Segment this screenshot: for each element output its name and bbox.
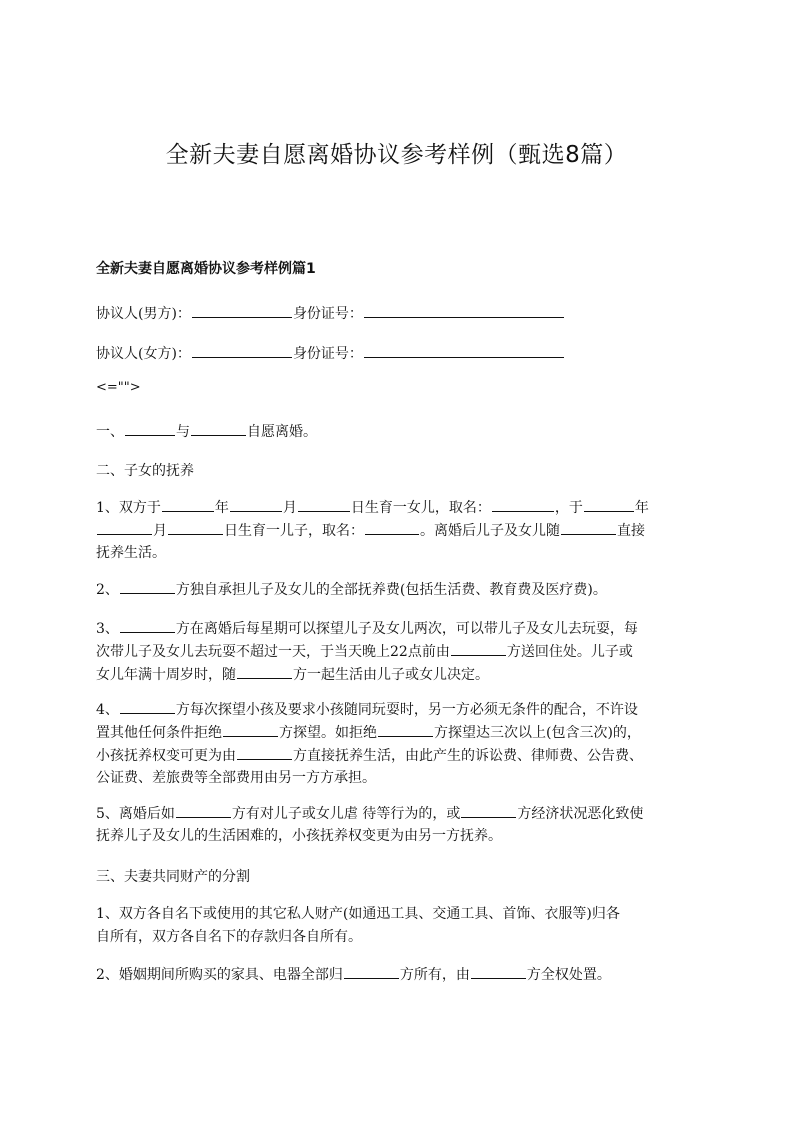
document-title: 全新夫妻自愿离婚协议参考样例（甄选8篇） <box>165 142 628 168</box>
clause-text: 。离婚后儿子及女儿随 <box>420 523 560 539</box>
fill-blank <box>298 496 350 512</box>
clause-text: ，于 <box>554 500 583 516</box>
clause-2-4-line-4: 公证费、差旅费等全部费用由另一方方承担。 <box>96 770 376 786</box>
clause-2-5-line-1 <box>96 802 706 826</box>
clause-text: 月 <box>282 500 297 516</box>
fill-blank <box>492 496 554 512</box>
clause-text: 与 <box>176 424 190 440</box>
clause-text: 方一起生活由儿子或女儿决定。 <box>293 667 489 683</box>
clause-3-1-line-1: 1、双方各自名下或使用的其它私人财产(如通迅工具、交通工具、首饰、衣服等)归各 <box>96 906 620 922</box>
clause-text: 4、 <box>96 702 119 718</box>
clause-text: 方独自承担儿子及女儿的全部抚养费(包括生活费、教育费及医疗费)。 <box>175 582 607 598</box>
party-male-label: 协议人(男方)： <box>96 306 191 322</box>
fill-blank <box>223 721 278 737</box>
clause-text: 一、 <box>96 424 124 440</box>
clause-text: 年 <box>214 500 229 516</box>
clause-text: 小孩抚养权变可更为由 <box>96 748 236 764</box>
fill-blank <box>176 802 231 818</box>
fill-blank <box>97 519 152 535</box>
name-blank <box>192 342 292 358</box>
clause-text: 1、双方于 <box>96 500 161 516</box>
heading-property: 三、夫妻共同财产的分割 <box>96 869 250 885</box>
clause-2-4-line-3 <box>96 744 706 768</box>
clause-2-1-line-1 <box>96 496 706 520</box>
fill-blank <box>471 963 526 979</box>
clause-3-2 <box>96 963 706 987</box>
fill-blank <box>168 519 223 535</box>
clause-2-3-line-1 <box>96 617 706 641</box>
party-male-line <box>96 302 706 326</box>
fill-blank <box>120 617 175 633</box>
fill-blank <box>230 496 282 512</box>
clause-text: 方全权处置。 <box>526 967 611 983</box>
clause-text: 方所有，由 <box>399 967 470 983</box>
clause-2-1-line-3: 抚养生活。 <box>96 545 166 561</box>
fill-blank <box>237 744 292 760</box>
id-blank <box>364 342 564 358</box>
party-female-label: 协议人(女方)： <box>96 346 191 362</box>
clause-text: 直接 <box>617 523 645 539</box>
clause-text: 置其他任何条件拒绝 <box>96 725 222 741</box>
fill-blank <box>365 519 419 535</box>
fill-blank <box>162 496 214 512</box>
clause-2-3-line-3 <box>96 663 706 687</box>
fill-blank <box>237 663 292 679</box>
marker-text: <=""> <box>96 380 141 395</box>
clause-3-1-line-2: 自所有，双方各自名下的存款归各自所有。 <box>96 929 362 945</box>
clause-2-2 <box>96 578 706 602</box>
heading-children: 二、子女的抚养 <box>96 463 194 479</box>
clause-text: 方经济状况恶化致使 <box>517 806 644 822</box>
fill-blank <box>378 721 433 737</box>
name-blank <box>192 302 292 318</box>
clause-text: 2、婚姻期间所购买的家具、电器全部归 <box>96 967 343 983</box>
fill-blank <box>344 963 399 979</box>
clause-text: 日生育一儿子，取名： <box>224 523 364 539</box>
clause-text: 次带儿子及女儿去玩耍不超过一天，于当天晚上22点前由 <box>96 644 450 660</box>
party-female-line <box>96 342 706 366</box>
fill-blank <box>125 420 175 436</box>
section-title: 全新夫妻自愿离婚协议参考样例篇1 <box>96 261 316 277</box>
clause-2-5-line-2: 抚养儿子及女儿的生活困难的，小孩抚养权变更为由另一方抚养。 <box>96 828 502 844</box>
fill-blank <box>120 698 175 714</box>
clause-2-3-line-2 <box>96 640 706 664</box>
fill-blank <box>461 802 516 818</box>
clause-text: 自愿离婚。 <box>247 424 317 440</box>
clause-text: 日生育一女儿，取名： <box>350 500 491 516</box>
id-blank <box>364 302 564 318</box>
clause-text: 方有对儿子或女儿虐 待等行为的，或 <box>231 806 461 822</box>
clause-text: 方在离婚后每星期可以探望儿子及女儿两次，可以带儿子及女儿去玩耍，每 <box>175 621 638 637</box>
clause-text: 3、 <box>96 621 119 637</box>
fill-blank <box>191 420 246 436</box>
clause-text: 方直接抚养生活，由此产生的诉讼费、律师费、公告费、 <box>293 748 643 764</box>
clause-text: 5、离婚后如 <box>96 806 175 822</box>
clause-2-4-line-1 <box>96 698 706 722</box>
clause-text: 年 <box>634 500 649 516</box>
clause-text: 方每次探望小孩及要求小孩随同玩耍时，另一方必须无条件的配合，不许设 <box>175 702 638 718</box>
fill-blank <box>561 519 616 535</box>
fill-blank <box>451 640 506 656</box>
clause-2-1-line-2 <box>96 519 706 543</box>
clause-text: 方探望达三次以上(包含三次)的， <box>434 725 641 741</box>
fill-blank <box>584 496 634 512</box>
clause-2-4-line-2 <box>96 721 706 745</box>
clause-text: 月 <box>153 523 167 539</box>
id-label: 身份证号： <box>292 306 363 322</box>
clause-text: 方送回住处。儿子或 <box>506 644 633 660</box>
clause-text: 女儿年满十周岁时，随 <box>96 667 236 683</box>
fill-blank <box>120 578 175 594</box>
clause-1 <box>96 420 706 444</box>
id-label: 身份证号： <box>292 346 363 362</box>
clause-text: 方探望。如拒绝 <box>279 725 377 741</box>
clause-text: 2、 <box>96 582 119 598</box>
